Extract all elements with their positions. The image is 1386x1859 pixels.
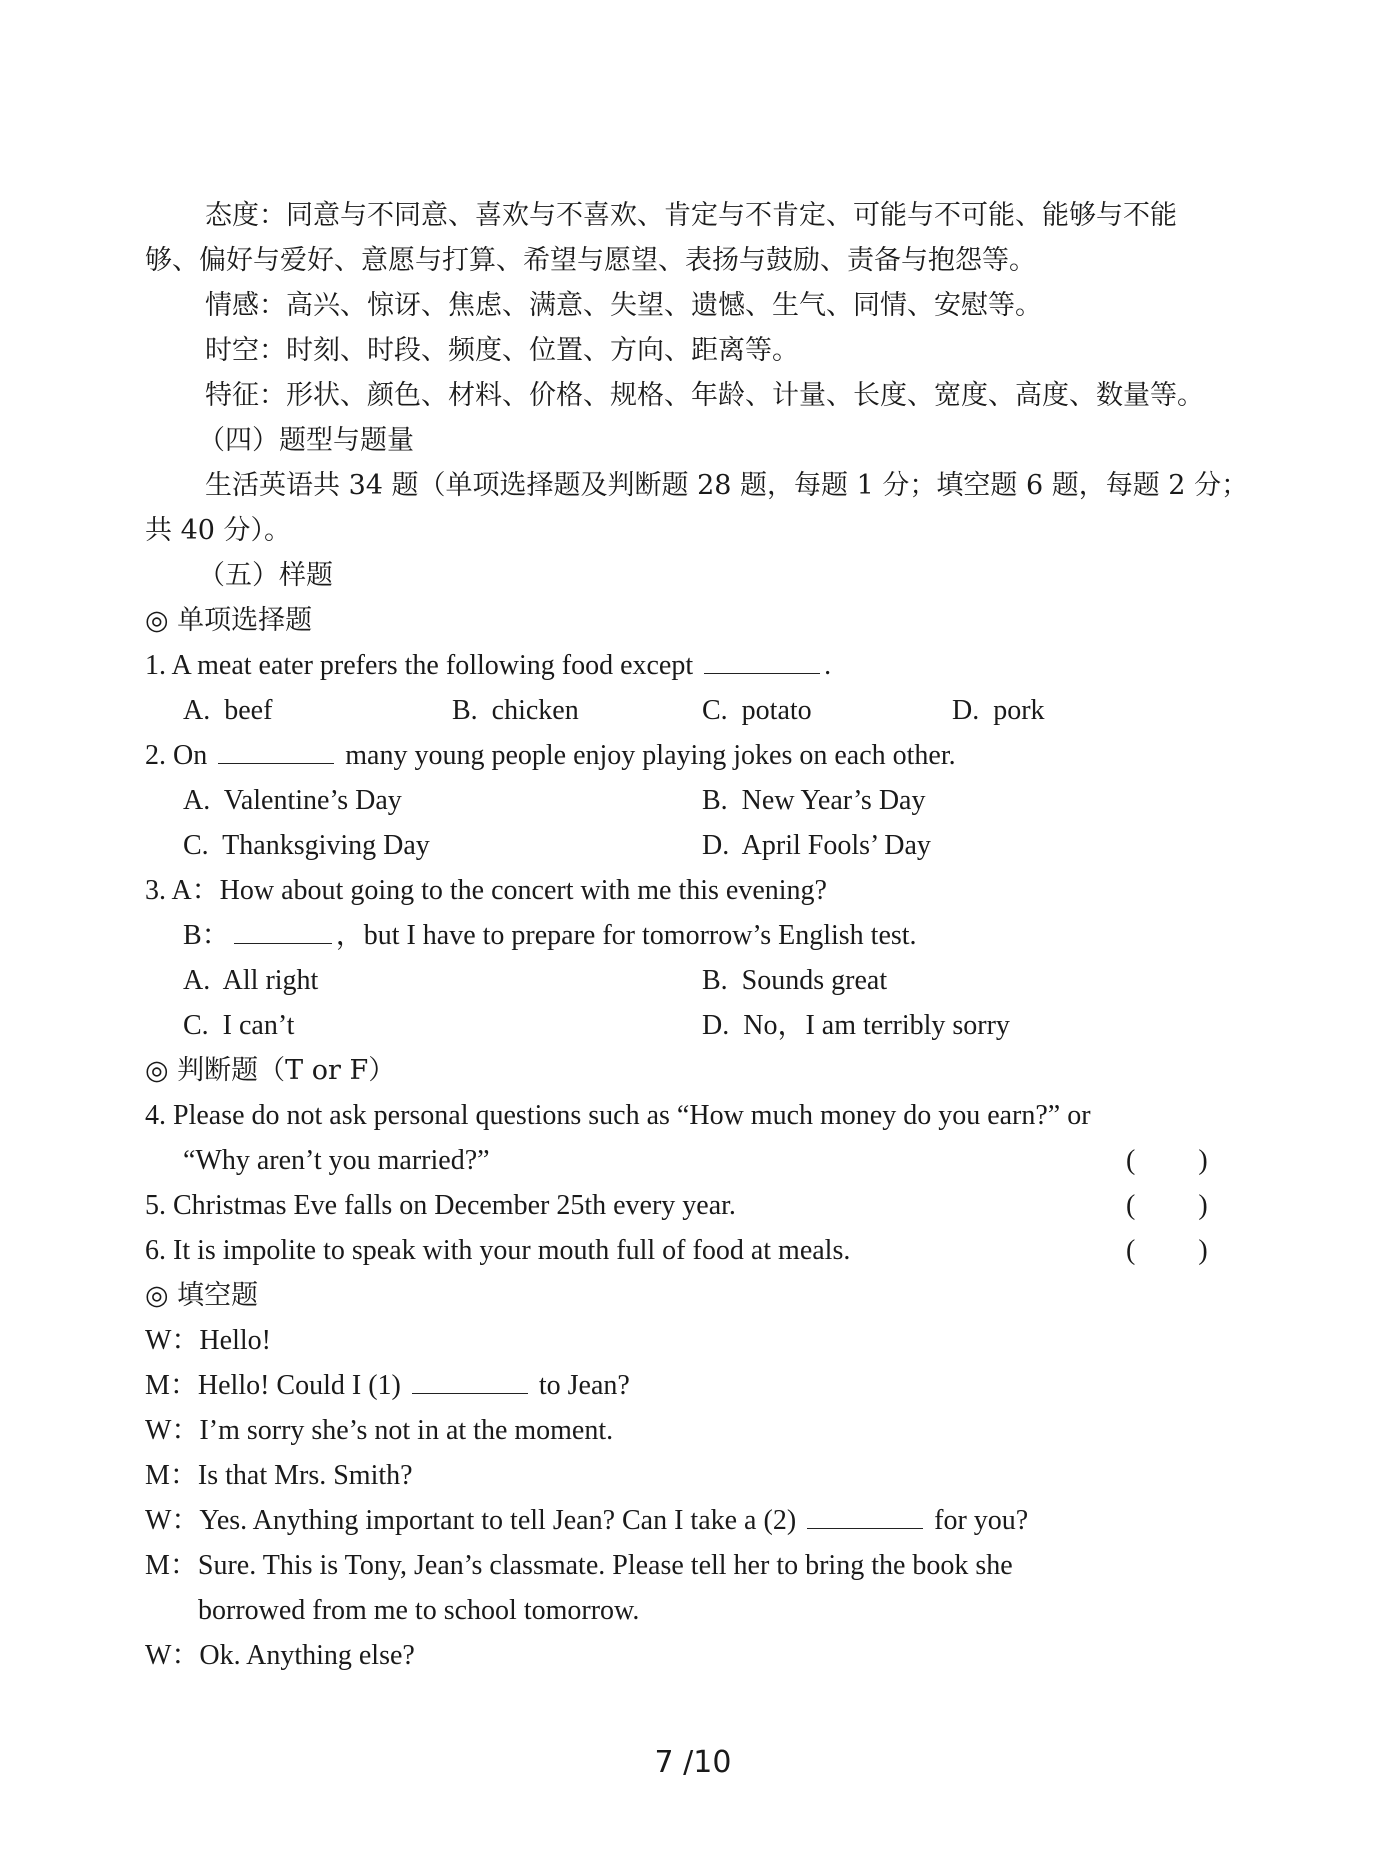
dialogue-line-7: W：Ok. Anything else? bbox=[145, 1640, 415, 1671]
section-heading-5: （五）样题 bbox=[198, 560, 333, 591]
question-1-text: 1. A meat eater prefers the following food except bbox=[145, 650, 694, 681]
true-false-heading: ◎ 判断题（T or F） bbox=[145, 1055, 396, 1086]
dialogue-text: W：Yes. Anything important to tell Jean? Can I take a (2) bbox=[145, 1505, 797, 1536]
feature-line: 特征：形状、颜色、材料、价格、规格、年龄、计量、长度、宽度、高度、数量等。 bbox=[205, 380, 1204, 411]
question-2-start: 2. On bbox=[145, 740, 208, 771]
question-4-line-2: “Why aren’t you married?” bbox=[183, 1145, 490, 1176]
q2-option-d: D. April Fools’ Day bbox=[702, 830, 931, 861]
dialogue-line-6-cont: borrowed from me to school tomorrow. bbox=[198, 1595, 640, 1626]
page-number: 7 /10 bbox=[654, 1745, 732, 1780]
answer-blank bbox=[807, 1502, 923, 1529]
q3-option-b: B. Sounds great bbox=[702, 965, 888, 996]
dialogue-text: for you? bbox=[934, 1505, 1029, 1536]
answer-blank bbox=[704, 647, 820, 674]
question-count-line-2: 共 40 分）。 bbox=[145, 515, 292, 546]
attitude-line-2: 够、偏好与爱好、意愿与打算、希望与愿望、表扬与鼓励、责备与抱怨等。 bbox=[145, 245, 1036, 276]
question-6: 6. It is impolite to speak with your mouth full of food at meals. bbox=[145, 1235, 851, 1266]
q1-option-a: A. beef bbox=[183, 695, 273, 726]
question-1 bbox=[145, 646, 831, 686]
dialogue-line-5 bbox=[145, 1501, 1028, 1541]
q2-option-b: B. New Year’s Day bbox=[702, 785, 926, 816]
question-3-line-2 bbox=[183, 916, 917, 956]
answer-blank bbox=[234, 917, 332, 944]
q1-option-d: D. pork bbox=[952, 695, 1045, 726]
question-2-text: many young people enjoy playing jokes on each other. bbox=[345, 740, 956, 771]
q3-option-d: D. No，I am terribly sorry bbox=[702, 1010, 1010, 1041]
dialogue-line-1: W：Hello! bbox=[145, 1325, 271, 1356]
dialogue-text: to Jean? bbox=[538, 1370, 630, 1401]
q3-option-a: A. All right bbox=[183, 965, 319, 996]
q1-option-b: B. chicken bbox=[452, 695, 579, 726]
dialogue-line-3: W：I’m sorry she’s not in at the moment. bbox=[145, 1415, 614, 1446]
question-5: 5. Christmas Eve falls on December 25th every year. bbox=[145, 1190, 736, 1221]
speaker-b: B： bbox=[183, 920, 230, 951]
dialogue-text: M：Hello! Could I (1) bbox=[145, 1370, 401, 1401]
fill-in-heading: ◎ 填空题 bbox=[145, 1280, 259, 1311]
question-4-line-1: 4. Please do not ask personal questions such as “How much money do you earn?” or bbox=[145, 1100, 1091, 1131]
answer-blank bbox=[412, 1367, 528, 1394]
question-3-text: ，but I have to prepare for tomorrow’s English test. bbox=[335, 920, 917, 951]
spacetime-line: 时空：时刻、时段、频度、位置、方向、距离等。 bbox=[205, 335, 799, 366]
q2-option-a: A. Valentine’s Day bbox=[183, 785, 402, 816]
question-2 bbox=[145, 736, 956, 776]
question-3-line-1: 3. A：How about going to the concert with me this evening? bbox=[145, 875, 827, 906]
attitude-line-1: 态度：同意与不同意、喜欢与不喜欢、肯定与不肯定、可能与不可能、能够与不能 bbox=[205, 200, 1177, 231]
dialogue-line-4: M：Is that Mrs. Smith? bbox=[145, 1460, 413, 1491]
q1-option-c: C. potato bbox=[702, 695, 812, 726]
question-count-line-1: 生活英语共 34 题（单项选择题及判断题 28 题，每题 1 分；填空题 6 题，每题 2 分； bbox=[205, 470, 1249, 501]
answer-parentheses: ( ) bbox=[1126, 1190, 1208, 1221]
answer-parentheses: ( ) bbox=[1126, 1145, 1208, 1176]
section-heading-4: （四）题型与题量 bbox=[198, 425, 414, 456]
emotion-line: 情感：高兴、惊讶、焦虑、满意、失望、遗憾、生气、同情、安慰等。 bbox=[205, 290, 1042, 321]
q3-option-c: C. I can’t bbox=[183, 1010, 295, 1041]
dialogue-line-6: M：Sure. This is Tony, Jean’s classmate. Please tell her to bring the book she bbox=[145, 1550, 1013, 1581]
single-choice-heading: ◎ 单项选择题 bbox=[145, 605, 313, 636]
question-1-end: . bbox=[824, 650, 832, 681]
dialogue-line-2 bbox=[145, 1366, 630, 1406]
answer-blank bbox=[218, 737, 334, 764]
q2-option-c: C. Thanksgiving Day bbox=[183, 830, 430, 861]
answer-parentheses: ( ) bbox=[1126, 1235, 1208, 1266]
